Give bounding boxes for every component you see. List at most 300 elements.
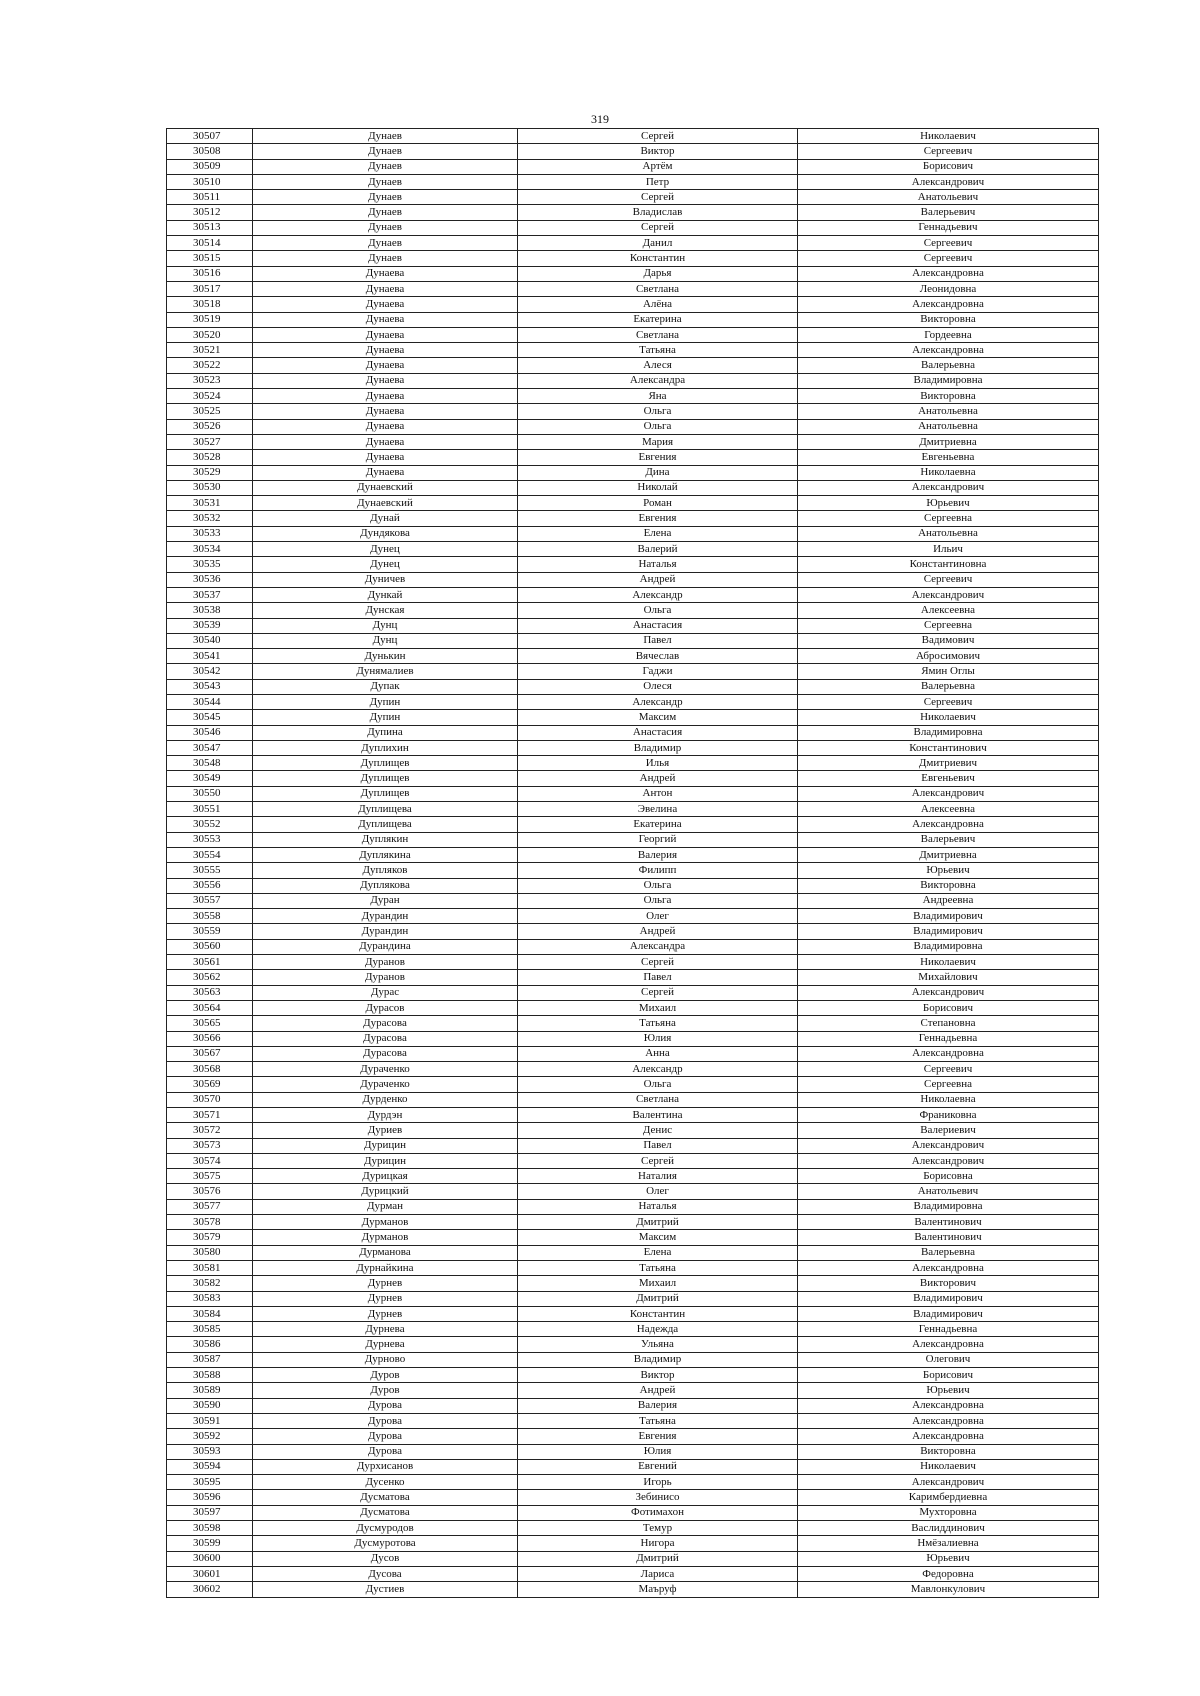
surname-cell: Дурова: [253, 1444, 518, 1459]
table-row: [167, 618, 1099, 633]
patronymic-cell: Борисович: [798, 1368, 1099, 1383]
table-row: [167, 1383, 1099, 1398]
surname-cell: Дурнев: [253, 1306, 518, 1321]
first-name-cell: Вячеслав: [518, 649, 798, 664]
first-name-cell: Светлана: [518, 281, 798, 296]
surname-cell: Дусов: [253, 1551, 518, 1566]
first-name-cell: Сергей: [518, 985, 798, 1000]
record-number-cell: 30564: [167, 1000, 253, 1015]
surname-cell: Дуплищев: [253, 756, 518, 771]
table-row: [167, 1031, 1099, 1046]
patronymic-cell: Франиковна: [798, 1108, 1099, 1123]
surname-cell: Дуров: [253, 1368, 518, 1383]
first-name-cell: Данил: [518, 236, 798, 251]
patronymic-cell: Геннадьевна: [798, 1322, 1099, 1337]
first-name-cell: Ольга: [518, 1077, 798, 1092]
record-number-cell: 30552: [167, 817, 253, 832]
record-number-cell: 30550: [167, 786, 253, 801]
surname-cell: Дураченко: [253, 1062, 518, 1077]
table-row: [167, 1199, 1099, 1214]
record-number-cell: 30514: [167, 236, 253, 251]
surname-cell: Дунаев: [253, 144, 518, 159]
record-number-cell: 30553: [167, 832, 253, 847]
first-name-cell: Виктор: [518, 144, 798, 159]
record-number-cell: 30545: [167, 710, 253, 725]
patronymic-cell: Геннадьевич: [798, 220, 1099, 235]
surname-cell: Дурасова: [253, 1046, 518, 1061]
table-row: [167, 924, 1099, 939]
patronymic-cell: Ямин Оглы: [798, 664, 1099, 679]
patronymic-cell: Владимировна: [798, 1199, 1099, 1214]
first-name-cell: Сергей: [518, 220, 798, 235]
table-row: [167, 480, 1099, 495]
patronymic-cell: Александрович: [798, 985, 1099, 1000]
first-name-cell: Андрей: [518, 1383, 798, 1398]
table-row: [167, 266, 1099, 281]
first-name-cell: Филипп: [518, 863, 798, 878]
record-number-cell: 30601: [167, 1566, 253, 1581]
record-number-cell: 30577: [167, 1199, 253, 1214]
surname-cell: Дуплякова: [253, 878, 518, 893]
record-number-cell: 30510: [167, 174, 253, 189]
patronymic-cell: Борисовна: [798, 1169, 1099, 1184]
first-name-cell: Олег: [518, 909, 798, 924]
patronymic-cell: Анатольевич: [798, 1184, 1099, 1199]
patronymic-cell: Владимирович: [798, 1291, 1099, 1306]
roster-table: [166, 128, 1099, 1598]
first-name-cell: Валерия: [518, 847, 798, 862]
roster-body: [167, 129, 1099, 1598]
first-name-cell: Евгений: [518, 1459, 798, 1474]
table-row: [167, 1215, 1099, 1230]
table-row: [167, 603, 1099, 618]
record-number-cell: 30575: [167, 1169, 253, 1184]
first-name-cell: Ольга: [518, 404, 798, 419]
record-number-cell: 30586: [167, 1337, 253, 1352]
surname-cell: Дунаева: [253, 327, 518, 342]
record-number-cell: 30522: [167, 358, 253, 373]
first-name-cell: Эвелина: [518, 802, 798, 817]
patronymic-cell: Владимировна: [798, 725, 1099, 740]
table-row: [167, 1000, 1099, 1015]
patronymic-cell: Анатольевна: [798, 526, 1099, 541]
first-name-cell: Зебинисо: [518, 1490, 798, 1505]
record-number-cell: 30520: [167, 327, 253, 342]
patronymic-cell: Нмёзалиевна: [798, 1536, 1099, 1551]
first-name-cell: Сергей: [518, 129, 798, 144]
surname-cell: Дунаева: [253, 343, 518, 358]
surname-cell: Дунаева: [253, 419, 518, 434]
record-number-cell: 30584: [167, 1306, 253, 1321]
first-name-cell: Андрей: [518, 572, 798, 587]
record-number-cell: 30530: [167, 480, 253, 495]
patronymic-cell: Владимирович: [798, 1306, 1099, 1321]
surname-cell: Дурасова: [253, 1031, 518, 1046]
table-row: [167, 1566, 1099, 1581]
surname-cell: Дунаева: [253, 281, 518, 296]
record-number-cell: 30534: [167, 542, 253, 557]
first-name-cell: Константин: [518, 251, 798, 266]
first-name-cell: Дмитрий: [518, 1215, 798, 1230]
record-number-cell: 30525: [167, 404, 253, 419]
first-name-cell: Олеся: [518, 679, 798, 694]
patronymic-cell: Евгеньевна: [798, 450, 1099, 465]
patronymic-cell: Викторович: [798, 1276, 1099, 1291]
surname-cell: Дунаева: [253, 389, 518, 404]
table-row: [167, 847, 1099, 862]
patronymic-cell: Борисович: [798, 1000, 1099, 1015]
first-name-cell: Ольга: [518, 893, 798, 908]
table-row: [167, 1459, 1099, 1474]
record-number-cell: 30541: [167, 649, 253, 664]
record-number-cell: 30589: [167, 1383, 253, 1398]
record-number-cell: 30509: [167, 159, 253, 174]
patronymic-cell: Валерьевна: [798, 679, 1099, 694]
surname-cell: Дунаева: [253, 434, 518, 449]
first-name-cell: Алёна: [518, 297, 798, 312]
record-number-cell: 30558: [167, 909, 253, 924]
record-number-cell: 30590: [167, 1398, 253, 1413]
first-name-cell: Ольга: [518, 878, 798, 893]
surname-cell: Дусматова: [253, 1505, 518, 1520]
surname-cell: Дуплищева: [253, 802, 518, 817]
table-row: [167, 832, 1099, 847]
patronymic-cell: Сергеевич: [798, 572, 1099, 587]
table-row: [167, 1429, 1099, 1444]
record-number-cell: 30511: [167, 190, 253, 205]
table-row: [167, 1169, 1099, 1184]
surname-cell: Дурицин: [253, 1153, 518, 1168]
surname-cell: Дурман: [253, 1199, 518, 1214]
patronymic-cell: Александровна: [798, 1046, 1099, 1061]
first-name-cell: Наталья: [518, 1199, 798, 1214]
first-name-cell: Владимир: [518, 740, 798, 755]
patronymic-cell: Александрович: [798, 1138, 1099, 1153]
surname-cell: Дурново: [253, 1352, 518, 1367]
surname-cell: Дуплихин: [253, 740, 518, 755]
table-row: [167, 1092, 1099, 1107]
table-row: [167, 297, 1099, 312]
patronymic-cell: Алексеевна: [798, 802, 1099, 817]
first-name-cell: Анна: [518, 1046, 798, 1061]
table-row: [167, 358, 1099, 373]
first-name-cell: Евгения: [518, 450, 798, 465]
surname-cell: Дунец: [253, 542, 518, 557]
record-number-cell: 30512: [167, 205, 253, 220]
patronymic-cell: Вадимович: [798, 633, 1099, 648]
record-number-cell: 30544: [167, 694, 253, 709]
first-name-cell: Дмитрий: [518, 1551, 798, 1566]
patronymic-cell: Степановна: [798, 1016, 1099, 1031]
patronymic-cell: Геннадьевна: [798, 1031, 1099, 1046]
first-name-cell: Мария: [518, 434, 798, 449]
table-row: [167, 312, 1099, 327]
record-number-cell: 30536: [167, 572, 253, 587]
first-name-cell: Дарья: [518, 266, 798, 281]
patronymic-cell: Андреевна: [798, 893, 1099, 908]
patronymic-cell: Леонидовна: [798, 281, 1099, 296]
table-row: [167, 389, 1099, 404]
record-number-cell: 30524: [167, 389, 253, 404]
surname-cell: Дунай: [253, 511, 518, 526]
patronymic-cell: Валерьевна: [798, 358, 1099, 373]
table-row: [167, 174, 1099, 189]
record-number-cell: 30568: [167, 1062, 253, 1077]
patronymic-cell: Владимировна: [798, 373, 1099, 388]
table-row: [167, 1291, 1099, 1306]
table-row: [167, 893, 1099, 908]
table-row: [167, 1153, 1099, 1168]
surname-cell: Дурнев: [253, 1291, 518, 1306]
table-row: [167, 1077, 1099, 1092]
patronymic-cell: Абросимович: [798, 649, 1099, 664]
patronymic-cell: Александровна: [798, 1337, 1099, 1352]
patronymic-cell: Валентинович: [798, 1230, 1099, 1245]
record-number-cell: 30579: [167, 1230, 253, 1245]
record-number-cell: 30508: [167, 144, 253, 159]
first-name-cell: Павел: [518, 1138, 798, 1153]
record-number-cell: 30594: [167, 1459, 253, 1474]
table-row: [167, 1138, 1099, 1153]
first-name-cell: Алеся: [518, 358, 798, 373]
record-number-cell: 30596: [167, 1490, 253, 1505]
table-row: [167, 1184, 1099, 1199]
surname-cell: Дуничев: [253, 572, 518, 587]
surname-cell: Дурнев: [253, 1276, 518, 1291]
patronymic-cell: Алексеевна: [798, 603, 1099, 618]
record-number-cell: 30600: [167, 1551, 253, 1566]
surname-cell: Дурманов: [253, 1215, 518, 1230]
record-number-cell: 30591: [167, 1413, 253, 1428]
first-name-cell: Артём: [518, 159, 798, 174]
patronymic-cell: Евгеньевич: [798, 771, 1099, 786]
first-name-cell: Ольга: [518, 419, 798, 434]
first-name-cell: Сергей: [518, 955, 798, 970]
table-row: [167, 1322, 1099, 1337]
patronymic-cell: Юрьевич: [798, 1551, 1099, 1566]
record-number-cell: 30538: [167, 603, 253, 618]
surname-cell: Дурденко: [253, 1092, 518, 1107]
patronymic-cell: Александрович: [798, 174, 1099, 189]
first-name-cell: Антон: [518, 786, 798, 801]
patronymic-cell: Анатольевич: [798, 190, 1099, 205]
first-name-cell: Максим: [518, 1230, 798, 1245]
record-number-cell: 30526: [167, 419, 253, 434]
surname-cell: Дунаев: [253, 159, 518, 174]
surname-cell: Дунаевский: [253, 480, 518, 495]
patronymic-cell: Дмитриевна: [798, 434, 1099, 449]
first-name-cell: Светлана: [518, 327, 798, 342]
surname-cell: Дунц: [253, 633, 518, 648]
first-name-cell: Татьяна: [518, 1413, 798, 1428]
table-row: [167, 1521, 1099, 1536]
surname-cell: Дупляков: [253, 863, 518, 878]
first-name-cell: Юлия: [518, 1444, 798, 1459]
first-name-cell: Евгения: [518, 1429, 798, 1444]
table-row: [167, 144, 1099, 159]
table-row: [167, 939, 1099, 954]
table-row: [167, 1260, 1099, 1275]
surname-cell: Дунаева: [253, 373, 518, 388]
first-name-cell: Дина: [518, 465, 798, 480]
record-number-cell: 30562: [167, 970, 253, 985]
surname-cell: Дунаев: [253, 251, 518, 266]
table-row: [167, 327, 1099, 342]
patronymic-cell: Викторовна: [798, 312, 1099, 327]
first-name-cell: Юлия: [518, 1031, 798, 1046]
record-number-cell: 30587: [167, 1352, 253, 1367]
surname-cell: Дунаева: [253, 450, 518, 465]
patronymic-cell: Александровна: [798, 266, 1099, 281]
patronymic-cell: Владимирович: [798, 909, 1099, 924]
first-name-cell: Екатерина: [518, 817, 798, 832]
surname-cell: Дурицкий: [253, 1184, 518, 1199]
surname-cell: Дураченко: [253, 1077, 518, 1092]
patronymic-cell: Владимирович: [798, 924, 1099, 939]
table-row: [167, 404, 1099, 419]
first-name-cell: Татьяна: [518, 1016, 798, 1031]
table-row: [167, 1062, 1099, 1077]
surname-cell: Дунец: [253, 557, 518, 572]
first-name-cell: Георгий: [518, 832, 798, 847]
surname-cell: Дунаева: [253, 465, 518, 480]
surname-cell: Дурандин: [253, 909, 518, 924]
first-name-cell: Андрей: [518, 771, 798, 786]
record-number-cell: 30565: [167, 1016, 253, 1031]
table-row: [167, 511, 1099, 526]
surname-cell: Дунаев: [253, 129, 518, 144]
first-name-cell: Владислав: [518, 205, 798, 220]
patronymic-cell: Александрович: [798, 786, 1099, 801]
first-name-cell: Ольга: [518, 603, 798, 618]
record-number-cell: 30515: [167, 251, 253, 266]
first-name-cell: Светлана: [518, 1092, 798, 1107]
patronymic-cell: Николаевна: [798, 1092, 1099, 1107]
patronymic-cell: Михайлович: [798, 970, 1099, 985]
patronymic-cell: Гордеевна: [798, 327, 1099, 342]
first-name-cell: Владимир: [518, 1352, 798, 1367]
page-number: 319: [591, 112, 609, 126]
surname-cell: Дуранов: [253, 970, 518, 985]
surname-cell: Дурасова: [253, 1016, 518, 1031]
table-row: [167, 649, 1099, 664]
first-name-cell: Темур: [518, 1521, 798, 1536]
patronymic-cell: Николаевич: [798, 1459, 1099, 1474]
first-name-cell: Татьяна: [518, 343, 798, 358]
table-row: [167, 817, 1099, 832]
surname-cell: Дуриев: [253, 1123, 518, 1138]
patronymic-cell: Дмитриевич: [798, 756, 1099, 771]
patronymic-cell: Дмитриевна: [798, 847, 1099, 862]
record-number-cell: 30597: [167, 1505, 253, 1520]
surname-cell: Дурова: [253, 1429, 518, 1444]
first-name-cell: Дмитрий: [518, 1291, 798, 1306]
table-row: [167, 251, 1099, 266]
patronymic-cell: Сергеевна: [798, 511, 1099, 526]
patronymic-cell: Мухторовна: [798, 1505, 1099, 1520]
first-name-cell: Маъруф: [518, 1582, 798, 1597]
record-number-cell: 30585: [167, 1322, 253, 1337]
table-row: [167, 771, 1099, 786]
record-number-cell: 30578: [167, 1215, 253, 1230]
table-row: [167, 465, 1099, 480]
table-row: [167, 725, 1099, 740]
patronymic-cell: Федоровна: [798, 1566, 1099, 1581]
table-row: [167, 740, 1099, 755]
first-name-cell: Екатерина: [518, 312, 798, 327]
surname-cell: Дупин: [253, 710, 518, 725]
surname-cell: Дуплищев: [253, 771, 518, 786]
table-row: [167, 1046, 1099, 1061]
table-row: [167, 419, 1099, 434]
patronymic-cell: Викторовна: [798, 878, 1099, 893]
table-row: [167, 1475, 1099, 1490]
surname-cell: Дунаевский: [253, 496, 518, 511]
record-number-cell: 30517: [167, 281, 253, 296]
record-number-cell: 30559: [167, 924, 253, 939]
surname-cell: Дурнева: [253, 1337, 518, 1352]
record-number-cell: 30554: [167, 847, 253, 862]
table-row: [167, 1490, 1099, 1505]
surname-cell: Дунаев: [253, 190, 518, 205]
surname-cell: Дунская: [253, 603, 518, 618]
surname-cell: Дурова: [253, 1413, 518, 1428]
first-name-cell: Гаджи: [518, 664, 798, 679]
table-row: [167, 190, 1099, 205]
table-row: [167, 434, 1099, 449]
patronymic-cell: Сергеевич: [798, 144, 1099, 159]
surname-cell: Дуплякина: [253, 847, 518, 862]
first-name-cell: Максим: [518, 710, 798, 725]
table-row: [167, 450, 1099, 465]
first-name-cell: Валентина: [518, 1108, 798, 1123]
patronymic-cell: Валентинович: [798, 1215, 1099, 1230]
surname-cell: Дунаева: [253, 297, 518, 312]
record-number-cell: 30540: [167, 633, 253, 648]
record-number-cell: 30533: [167, 526, 253, 541]
record-number-cell: 30523: [167, 373, 253, 388]
patronymic-cell: Ильич: [798, 542, 1099, 557]
record-number-cell: 30593: [167, 1444, 253, 1459]
surname-cell: Дунаева: [253, 312, 518, 327]
table-row: [167, 1123, 1099, 1138]
patronymic-cell: Александрович: [798, 1475, 1099, 1490]
patronymic-cell: Константиновна: [798, 557, 1099, 572]
first-name-cell: Валерий: [518, 542, 798, 557]
surname-cell: Дурова: [253, 1398, 518, 1413]
surname-cell: Дуплищева: [253, 817, 518, 832]
surname-cell: Дурманов: [253, 1230, 518, 1245]
first-name-cell: Сергей: [518, 1153, 798, 1168]
patronymic-cell: Александрович: [798, 480, 1099, 495]
record-number-cell: 30588: [167, 1368, 253, 1383]
surname-cell: Дунаев: [253, 220, 518, 235]
first-name-cell: Елена: [518, 526, 798, 541]
patronymic-cell: Сергеевич: [798, 251, 1099, 266]
table-row: [167, 694, 1099, 709]
record-number-cell: 30567: [167, 1046, 253, 1061]
patronymic-cell: Каримбердиевна: [798, 1490, 1099, 1505]
table-row: [167, 1505, 1099, 1520]
first-name-cell: Павел: [518, 970, 798, 985]
record-number-cell: 30516: [167, 266, 253, 281]
surname-cell: Дусенко: [253, 1475, 518, 1490]
table-row: [167, 1230, 1099, 1245]
patronymic-cell: Валериевич: [798, 1123, 1099, 1138]
table-row: [167, 1413, 1099, 1428]
record-number-cell: 30556: [167, 878, 253, 893]
surname-cell: Дунц: [253, 618, 518, 633]
